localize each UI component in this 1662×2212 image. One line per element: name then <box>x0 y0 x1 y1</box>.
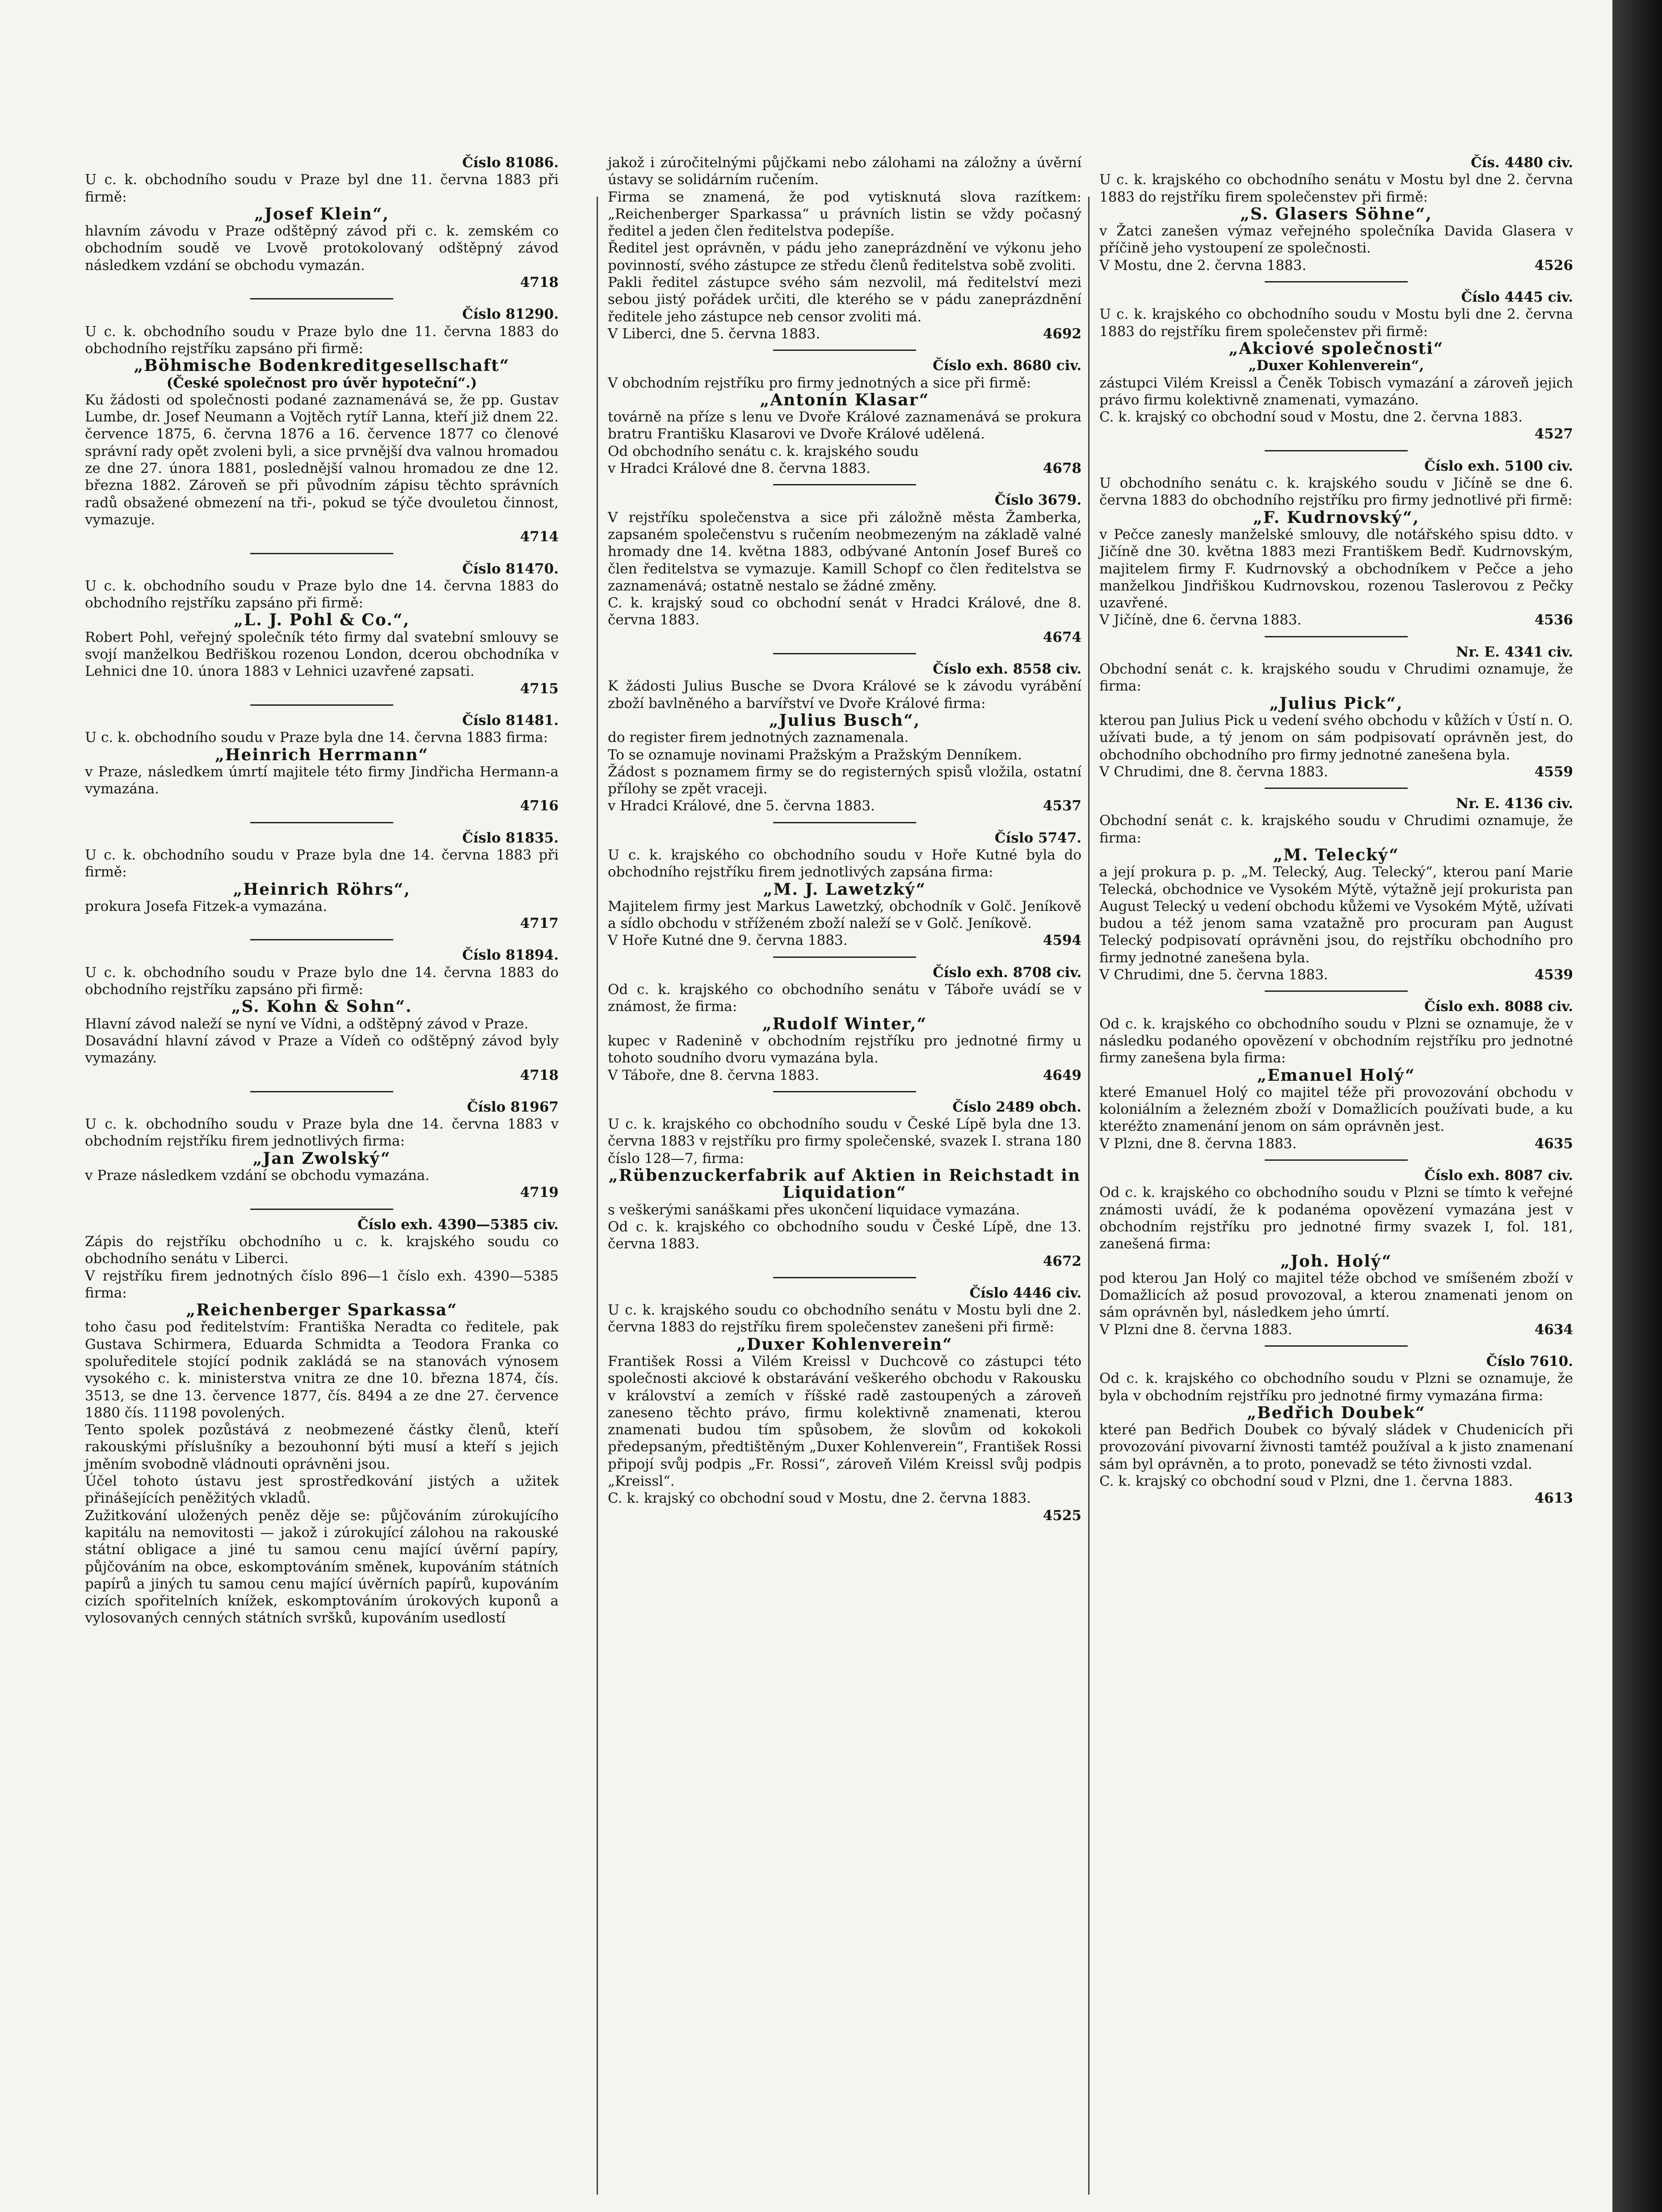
notice-code: 4692 <box>1043 325 1081 342</box>
notice-place-date: V Mostu, dne 2. června 1883. <box>1099 257 1307 274</box>
separator-rule <box>1265 636 1408 637</box>
notice-number: Číslo 4445 civ. <box>1461 289 1573 306</box>
notice-text: Hlavní závod naleží se nyní ve Vídni, a odštěpný závod v Praze. <box>85 1015 529 1032</box>
column-rule <box>597 197 598 2195</box>
separator-rule <box>773 956 916 958</box>
firm-name: „Josef Klein“, <box>254 204 389 223</box>
notice-text: Dosavádní hlavní závod v Praze a Vídeň co odštěpný závod byly vymazány. <box>85 1032 559 1066</box>
notice-text: C. k. krajský soud co obchodní senát v Hradci Králové, dne 8. června 1883. <box>608 595 1081 628</box>
notice-footer <box>608 460 1081 477</box>
notice-number: Číslo exh. 8088 civ. <box>1424 999 1573 1015</box>
notice-text: U obchodního senátu c. k. krajského soudu v Jičíně se dne 6. června 1883 do obchodního rejstříku pro firmy jednotlivé při firmě: <box>1099 475 1573 509</box>
notice-text: v Praze následkem vzdání se obchodu vymazána. <box>85 1167 430 1184</box>
notice-text: U c. k. krajského co obchodního soudu v Mostu byli dne 2. června 1883 do rejstříku firem společenstev při firmě: <box>1099 306 1573 340</box>
notice-text: toho času pod ředitelstvím: Františka Neradta co ředitele, pak Gustava Schirmera, Eduarda Schmidta a Teodora Franka co spoluředitele stojící podnik zakládá se na stanovách výnosem vysokého c. k. ministerstva vnitra ze dne 10. března 1874, čís. 3513, se dne 13. července 1877, čís. 8494 a ze dne 27. července 1880 čís. 11198 povolených. <box>85 1319 559 1421</box>
notice-entry <box>608 956 1081 1084</box>
notice-number: Číslo exh. 8680 civ. <box>933 358 1081 374</box>
notice-text: To se oznamuje novinami Pražským a Pražským Denníkem. <box>608 746 1022 763</box>
notice-entry <box>85 939 559 1083</box>
separator-rule <box>773 653 916 654</box>
notice-code: 4559 <box>1534 763 1573 780</box>
notice-code: 4525 <box>1043 1507 1081 1524</box>
notice-entry <box>608 1277 1081 1524</box>
notice-code: 4539 <box>1534 967 1573 983</box>
notice-text: Účel tohoto ústavu jest sprostředkování jistých a užitek přinášejících peněžitých vkladů. <box>85 1473 559 1507</box>
notice-text: hlavním závodu v Praze odštěpný závod při c. k. zemském co obchodním soudě ve Lvově protokolovaný odštěpný závod následkem vzdání se obchodu vymazán. <box>85 223 559 274</box>
notice-text: v Pečce zanesly manželské smlouvy, dle notářského spisu ddto. v Jičíně dne 30. května 1883 mezi Františkem Bedř. Kudrnovským, majitelem firmy F. Kudrnovský a obchodníkem v Pečce a jeho manželkou Jindřiškou Kudrnovskou, rozenou Taslerovou z Pečky uzavřené. <box>1099 526 1573 611</box>
notice-place-date: V Chrudimi, dne 8. června 1883. <box>1099 763 1329 780</box>
separator-rule <box>1265 1345 1408 1347</box>
notice-text: U c. k. obchodního soudu v Praze byl dne 11. června 1883 při firmě: <box>85 172 559 205</box>
firm-name: „Reichenberger Sparkassa“ <box>186 1301 458 1320</box>
firm-name: „Rudolf Winter,“ <box>762 1014 927 1033</box>
notice-footer <box>608 797 1081 814</box>
notice-text: Tento spolek pozůstává z neobmezené částky členů, kteří rakouskými příslušníky a bezouhonní býti musí a kteří s jejich jměním svobodně vládnouti oprávněni jsou. <box>85 1422 559 1472</box>
notice-number: Číslo exh. 8087 civ. <box>1424 1167 1573 1184</box>
column-3 <box>1099 154 1573 1511</box>
notice-number: Číslo 81086. <box>462 155 559 171</box>
notice-code: 4613 <box>1534 1490 1573 1507</box>
notice-entry <box>85 298 559 545</box>
notice-number: Číslo exh. 5100 civ. <box>1424 458 1573 474</box>
notice-text: Ku žádosti od společnosti podané zaznamenává se, že pp. Gustav Lumbe, dr. Josef Neumann a Vojtěch rytíř Lanna, kteří již dnem 22. července 1875, 6. června 1876 a 16. července 1877 co členové správní rady opět zvoleni byli, a sice prvnější dva valnou hromadou ze dne 27. února 1881, poslednější valnou hromadou ze dne 12. března 1882. Zároveň se při původním zápisu těchto správních radů obsažené obmezení na tři-, pokud se týče dvouletou činnost, vymazuje. <box>85 392 559 528</box>
notice-number: Číslo 81967 <box>467 1099 559 1115</box>
notice-entry <box>85 704 559 815</box>
notice-text: U c. k. obchodního soudu v Praze bylo dne 11. června 1883 do obchodního rejstříku zapsáno při firmě: <box>85 323 559 357</box>
notice-code: 4649 <box>1043 1067 1081 1083</box>
firm-name: „Antonín Klasar“ <box>760 390 930 409</box>
notice-text: František Rossi a Vilém Kreissl v Duchcově co zástupci této společnosti akciové k obstarávání veškerého obchodu v Rakousku v království a zemích v říšské radě zastoupených a zároveň zaneseno těchto právo, firmu kolektivně znamenati, kterou znamenati budou tím spůsobem, že slovům od kokokoli předepsaným, předtištěným „Duxer Kohlenverein“, František Rossi připojí svůj podpis „Fr. Rossi“, zároveň Vilém Kreissl svůj podpis „Kreissl“. <box>608 1353 1081 1490</box>
notice-entry <box>85 822 559 932</box>
notice-number: Nr. E. 4136 civ. <box>1456 796 1573 812</box>
firm-name: „Duxer Kohlenverein“ <box>736 1335 953 1354</box>
notice-text: Ředitel jest oprávněn, v pádu jeho zaneprázdnění ve výkonu jeho povinností, svého zástupce ze středu členů ředitelstva sobě zvoliti. <box>608 240 1081 274</box>
notice-code: 4715 <box>520 680 559 697</box>
notice-entry <box>85 553 559 697</box>
notice-place-date: V Liberci, dne 5. června 1883. <box>608 325 820 342</box>
firm-name: „Heinrich Herrmann“ <box>215 745 429 764</box>
notice-footer <box>1099 611 1573 628</box>
firm-name: „Akciové společnosti“ <box>1229 339 1444 358</box>
notice-number: Číslo 81470. <box>462 560 559 577</box>
notice-text: které Emanuel Holý co majitel téže při provozování obchodu v koloniálním a železném zboží v Domažlicích používati bude, a ku kteréžto znamenání jenom on sám oprávněn jest. <box>1099 1084 1573 1135</box>
separator-rule <box>773 484 916 485</box>
notice-entry <box>608 822 1081 949</box>
notice-text: Od c. k. krajského co obchodního soudu v České Lípě, dne 13. června 1883. <box>608 1218 1081 1252</box>
notice-code: 4719 <box>520 1184 559 1201</box>
notice-code: 4678 <box>1043 460 1081 477</box>
notice-code: 4718 <box>520 1067 559 1083</box>
notice-text: C. k. krajský co obchodní soud v Mostu, dne 2. června 1883. <box>1099 409 1523 426</box>
notice-entry <box>85 154 559 291</box>
notice-number: Číslo 4446 civ. <box>969 1285 1081 1301</box>
notice-number: Číslo exh. 4390—5385 civ. <box>357 1216 559 1233</box>
notice-footer <box>85 680 559 697</box>
notice-number: Číslo exh. 8708 civ. <box>933 964 1081 981</box>
separator-rule <box>773 822 916 823</box>
firm-name: „Julius Pick“, <box>1269 694 1403 713</box>
separator-rule <box>250 298 393 299</box>
firm-subtitle: (České společnost pro úvěr hypoteční“.) <box>166 375 477 391</box>
notice-number: Nr. E. 4341 civ. <box>1456 644 1573 660</box>
notice-entry <box>1099 788 1573 983</box>
notice-text: Od c. k. krajského co obchodního soudu v Plzni se oznamuje, že v následku podaného opovězení v obchodním rejstříku pro jednotné firmy zanešena byla firma: <box>1099 1015 1573 1066</box>
firm-name: „Heinrich Röhrs“, <box>233 880 411 899</box>
separator-rule <box>1265 788 1408 789</box>
notice-number: Číslo 81481. <box>462 712 559 729</box>
separator-rule <box>250 1091 393 1092</box>
notice-footer <box>608 1253 1081 1270</box>
notice-text: v Žatci zanešen výmaz veřejného společníka Davida Glasera v příčině jeho vystoupení ze společnosti. <box>1099 223 1573 257</box>
notice-footer <box>85 274 559 291</box>
notice-entry <box>85 1091 559 1201</box>
notice-footer <box>85 915 559 932</box>
notice-text: U c. k. obchodního soudu v Praze bylo dne 14. června 1883 do obchodního rejstříku zapsáno při firmě: <box>85 577 559 611</box>
notice-text: jakož i zúročitelnými půjčkami nebo zálohami na záložny a úvěrní ústavy se solidárním ručením. <box>608 155 1081 188</box>
notice-code: 4717 <box>520 915 559 932</box>
notice-code: 4674 <box>1043 629 1081 645</box>
firm-name: „Jan Zwolský“ <box>252 1149 391 1168</box>
separator-rule <box>773 1277 916 1278</box>
notice-footer <box>1099 763 1573 780</box>
notice-code: 4672 <box>1043 1253 1081 1269</box>
notice-number: Číslo 5747. <box>994 830 1081 846</box>
separator-rule <box>773 350 916 351</box>
separator-rule <box>250 1209 393 1210</box>
notice-text: V obchodním rejstříku pro firmy jednotných a sice při firmě: <box>608 375 1031 391</box>
separator-rule <box>250 704 393 706</box>
notice-entry <box>1099 990 1573 1152</box>
notice-text: U c. k. krajského soudu co obchodního senátu v Mostu byli dne 2. června 1883 do rejstříku firem společenstev zanešeni při firmě: <box>608 1302 1081 1336</box>
notice-text: Od obchodního senátu c. k. krajského soudu <box>608 443 919 459</box>
separator-rule <box>1265 450 1408 451</box>
firm-name: „Böhmische Bodenkreditgesellschaft“ <box>134 356 510 375</box>
notice-text: U c. k. krajského co obchodního soudu v Hoře Kutné byla do obchodního rejstříku firem jednotlivých zapsána firma: <box>608 847 1081 881</box>
notice-footer <box>85 1184 559 1201</box>
notice-code: 4718 <box>520 274 559 291</box>
notice-footer <box>85 797 559 814</box>
notice-text: U c. k. obchodního soudu v Praze byla dne 14. června 1883 v obchodním rejstříku firem jednotlivých firma: <box>85 1116 559 1150</box>
firm-name: „Joh. Holý“ <box>1280 1251 1392 1271</box>
notice-text: V rejstříku společenstva a sice při záložně města Žamberka, zapsaném společenstvu s ručením neobmezeným na základě valné hromady dne 14. května 1883, odbývané Antonín Josef Bureš co člen ředitelstva se vymazuje. Kamill Schopf co člen ředitelstva se zaznamenává; ostatně nestalo se žádné změny. <box>608 509 1081 594</box>
notice-text: kupec v Radenině v obchodním rejstříku pro jednotné firmy u tohoto soudního dvoru vymazána byla. <box>608 1032 1081 1066</box>
notice-text: pod kterou Jan Holý co majitel téže obchod ve smíšeném zboží v Domažlicích až posud provozoval, a kterou znamenati jenom on sám oprávněn byl, následkem jeho úmrtí. <box>1099 1270 1573 1321</box>
notice-text: Obchodní senát c. k. krajského soudu v Chrudimi oznamuje, že firma: <box>1099 813 1573 846</box>
firm-name: „S. Glasers Söhne“, <box>1240 204 1432 223</box>
notice-text: s veškerými sanáškami přes ukončení liquidace vymazána. <box>608 1201 1020 1218</box>
notice-entry <box>85 1209 559 1627</box>
column-2 <box>608 154 1081 1528</box>
separator-rule <box>250 553 393 554</box>
notice-number: Číslo 7610. <box>1486 1353 1573 1369</box>
notice-number: Číslo 81290. <box>462 306 559 323</box>
firm-subtitle: „Duxer Kohlenverein“, <box>1248 358 1424 374</box>
separator-rule <box>1265 281 1408 282</box>
notice-entry <box>1099 636 1573 780</box>
notice-text: Od c. k. krajského co obchodního soudu v Plzni se tímto k veřejné známosti uvádí, že k podanéma opovězení vymazána jest v obchodním rejstříku pro jednotné firmy svazek I, fol. 181, zanešená firma: <box>1099 1184 1573 1252</box>
separator-rule <box>1265 990 1408 992</box>
notice-place-date: V Táboře, dne 8. června 1883. <box>608 1067 819 1083</box>
notice-text: které pan Bedřich Doubek co bývalý sládek v Chudenicích při provozování pivovarní živnosti tamtéž používal a k jisto znamenaní sám byl oprávněn, a to proto, ponevadž se této živnosti vzdal. <box>1099 1422 1573 1472</box>
notice-code: 4714 <box>520 529 559 545</box>
notice-text: Zužitkování uložených peněz děje se: půjčováním zúrokujícího kapitálu na nemovitosti — jakož i zúrokující zálohou na rakouské státní obligace a jiné tu samou cenu mající úvěrní papíry, půjčováním na obce, eskomptováním směnek, kupováním státních papírů a jiných tu samou cenu mající úvěrních papírů, kupováním cizích spořitelních knížek, eskomptováním úrokových kuponů a vylosovaných cenných státních svršků, kupováním usedlostí <box>85 1507 559 1626</box>
notice-entry <box>1099 281 1573 443</box>
notice-number: Číslo 81894. <box>462 947 559 964</box>
notice-text: U c. k. obchodního soudu v Praze byla dne 14. června 1883 firma: <box>85 729 548 746</box>
notice-number: Číslo 3679. <box>994 492 1081 509</box>
notice-entry <box>608 1091 1081 1270</box>
firm-name: „Bedřich Doubek“ <box>1247 1403 1426 1422</box>
notice-footer <box>1099 257 1573 274</box>
notice-entry <box>1099 154 1573 274</box>
notice-place-date: V Jičíně, dne 6. června 1883. <box>1099 612 1302 628</box>
firm-name: „Julius Busch“, <box>769 711 921 730</box>
notice-entry <box>1099 1159 1573 1338</box>
notice-text: Žádost s poznamem firmy se do registerných spisů vložila, ostatní přílohy se zpět vraceji. <box>608 763 1081 797</box>
notice-footer <box>1099 966 1573 983</box>
notice-text: C. k. krajský co obchodní soud v Mostu, dne 2. června 1883. <box>608 1490 1031 1507</box>
notice-entry <box>1099 450 1573 629</box>
notice-text: Majitelem firmy jest Markus Lawetzký, obchodník v Golč. Jeníkově a sídlo obchodu v stříženém zboží naleží se v Golč. Jeníkově. <box>608 898 1081 932</box>
notice-text: a její prokura p. p. „M. Telecký, Aug. Telecký“, kterou paní Marie Telecká, obchodnice ve Vysokém Mýtě, výtažně její prokurista pan August Telecký u vedení obchodu kůžemi ve Vysokém Mýtě, užívati budou a též jenom sama vzatažně pro procuram pan August Telecký podpisovatí oprávněni jsou, do rejstříku obchodního pro firmy jednotné zanešena byla. <box>1099 864 1573 966</box>
notice-code: 4635 <box>1534 1135 1573 1152</box>
firm-name: „Emanuel Holý“ <box>1257 1066 1415 1085</box>
notice-text: Od c. k. krajského co obchodního senátu v Táboře uvádí se v známost, že firma: <box>608 982 1081 1015</box>
separator-rule <box>250 939 393 940</box>
notice-text: Firma se znamená, že pod vytisknutá slova razítkem: „Reichenberger Sparkassa“ u právních listin se vždy počasný ředitel a jeden člen ředitelstva podepíše. <box>608 189 1081 240</box>
notice-code: 4536 <box>1534 612 1573 628</box>
notice-entry <box>608 484 1081 646</box>
notice-entry <box>1099 1345 1573 1507</box>
scan-edge <box>1612 0 1662 2212</box>
notice-footer <box>1099 426 1573 442</box>
notice-number: Číslo exh. 8558 civ. <box>933 661 1081 678</box>
notice-place-date: V Plzni, dne 8. června 1883. <box>1099 1135 1297 1152</box>
notice-text: Pakli ředitel zástupce svého sám nezvolil, má ředitelství mezi sebou jistý pořádek určiti, dle kterého se v pádu zaneprázdnění ředitele jeho zástupce neb censor zvoliti má. <box>608 274 1081 325</box>
notice-entry <box>608 653 1081 815</box>
notice-text: V rejstříku firem jednotných číslo 896—1 číslo exh. 4390—5385 firma: <box>85 1268 559 1301</box>
notice-code: 4527 <box>1534 426 1573 442</box>
notice-code: 4716 <box>520 798 559 814</box>
notice-footer <box>608 1067 1081 1084</box>
notice-text: v Praze, následkem úmrtí majitele této firmy Jindřicha Hermann-a vymazána. <box>85 763 559 797</box>
notice-number: Číslo 81835. <box>462 830 559 846</box>
notice-text: Robert Pohl, veřejný společník této firmy dal svatební smlouvy se svojí manželkou Bedřiškou rozenou London, dcerou obchodníka v Lehnici dne 10. února 1883 v Lehnici uzavřené zapsati. <box>85 629 559 680</box>
notice-text: do register firem jednotných zaznamenala. <box>608 729 909 746</box>
column-rule <box>1088 197 1090 2195</box>
notice-place-date: v Hradci Králové dne 8. června 1883. <box>608 460 871 477</box>
notice-footer <box>608 629 1081 646</box>
separator-rule <box>773 1091 916 1092</box>
firm-name: „M. Telecký“ <box>1273 845 1399 864</box>
notice-text: U c. k. krajského co obchodního soudu v České Lípě byla dne 13. června 1883 v rejstříku pro firmy společenské, svazek I. strana 180 číslo 128—7, firma: <box>608 1116 1081 1167</box>
notice-code: 4634 <box>1534 1321 1573 1338</box>
notice-footer <box>1099 1321 1573 1338</box>
notice-text: kterou pan Julius Pick u vedení svého obchodu v kůžích v Ústí n. O. užívati bude, a tý jenom on sám podpisovatí oprávněn jest, do obchodního obchodního pro firmy jednotné zanešena byla. <box>1099 712 1573 763</box>
firm-name: „S. Kohn & Sohn“. <box>231 997 412 1016</box>
notice-code: 4537 <box>1043 798 1081 814</box>
separator-rule <box>1265 1159 1408 1161</box>
notice-code: 4526 <box>1534 257 1573 274</box>
notice-text: prokura Josefa Fitzek-a vymazána. <box>85 898 328 914</box>
separator-rule <box>250 822 393 823</box>
notice-footer <box>1099 1135 1573 1152</box>
notice-text: Od c. k. krajského co obchodního soudu v Plzni se oznamuje, že byla v obchodním rejstříku pro jednotné firmy vymazána firma: <box>1099 1370 1573 1404</box>
firm-name: „M. J. Lawetzký“ <box>763 880 926 899</box>
notice-text: C. k. krajský co obchodní soud v Plzni, dne 1. června 1883. <box>1099 1473 1513 1490</box>
firm-name: „L. J. Pohl & Co.“, <box>234 611 410 630</box>
notice-place-date: V Plzni dne 8. června 1883. <box>1099 1321 1292 1338</box>
notice-place-date: V Chrudimi, dne 5. června 1883. <box>1099 967 1329 983</box>
notice-code: 4594 <box>1043 932 1081 949</box>
notice-footer <box>608 932 1081 949</box>
notice-footer <box>608 325 1081 342</box>
notice-text: U c. k. krajského co obchodního senátu v Mostu byl dne 2. června 1883 do rejstříku firem společenstev při firmě: <box>1099 172 1573 205</box>
column-1 <box>85 154 559 1631</box>
notice-footer <box>608 1507 1081 1524</box>
notice-text: K žádosti Julius Busche se Dvora Králové se k závodu vyrábění zboží bavlněného a barvířství ve Dvoře Králové firma: <box>608 678 1081 712</box>
firm-name: „F. Kudrnovský“, <box>1253 508 1420 527</box>
notice-footer <box>1099 1490 1573 1507</box>
notice-text: U c. k. obchodního soudu v Praze bylo dne 14. června 1883 do obchodního rejstříku zapsáno při firmě: <box>85 964 559 998</box>
notice-number: Číslo 2489 obch. <box>952 1099 1081 1115</box>
notice-entry <box>608 350 1081 477</box>
notice-text: továrně na příze s lenu ve Dvoře Králové zaznamenává se prokura bratru Františku Klasarovi ve Dvoře Králové udělená. <box>608 409 1081 442</box>
notice-place-date: V Hoře Kutné dne 9. června 1883. <box>608 932 848 949</box>
notice-text: Zápis do rejstříku obchodního u c. k. krajského soudu co obchodního senátu v Liberci. <box>85 1233 559 1267</box>
notice-number: Čís. 4480 civ. <box>1471 155 1573 171</box>
notice-footer <box>85 528 559 545</box>
notice-place-date: v Hradci Králové, dne 5. června 1883. <box>608 798 875 814</box>
firm-name: „Rübenzuckerfabrik auf Aktien in Reichstadt in Liquidation“ <box>608 1166 1081 1202</box>
notice-entry <box>608 154 1081 342</box>
notice-text: U c. k. obchodního soudu v Praze byla dne 14. června 1883 při firmě: <box>85 847 559 881</box>
notice-text: zástupci Vilém Kreissl a Čeněk Tobisch vymazání a zároveň jejich právo firmu kolektivně znamenati, vymazáno. <box>1099 375 1573 408</box>
notice-footer <box>85 1067 559 1084</box>
notice-text: Obchodní senát c. k. krajského soudu v Chrudimi oznamuje, že firma: <box>1099 661 1573 695</box>
